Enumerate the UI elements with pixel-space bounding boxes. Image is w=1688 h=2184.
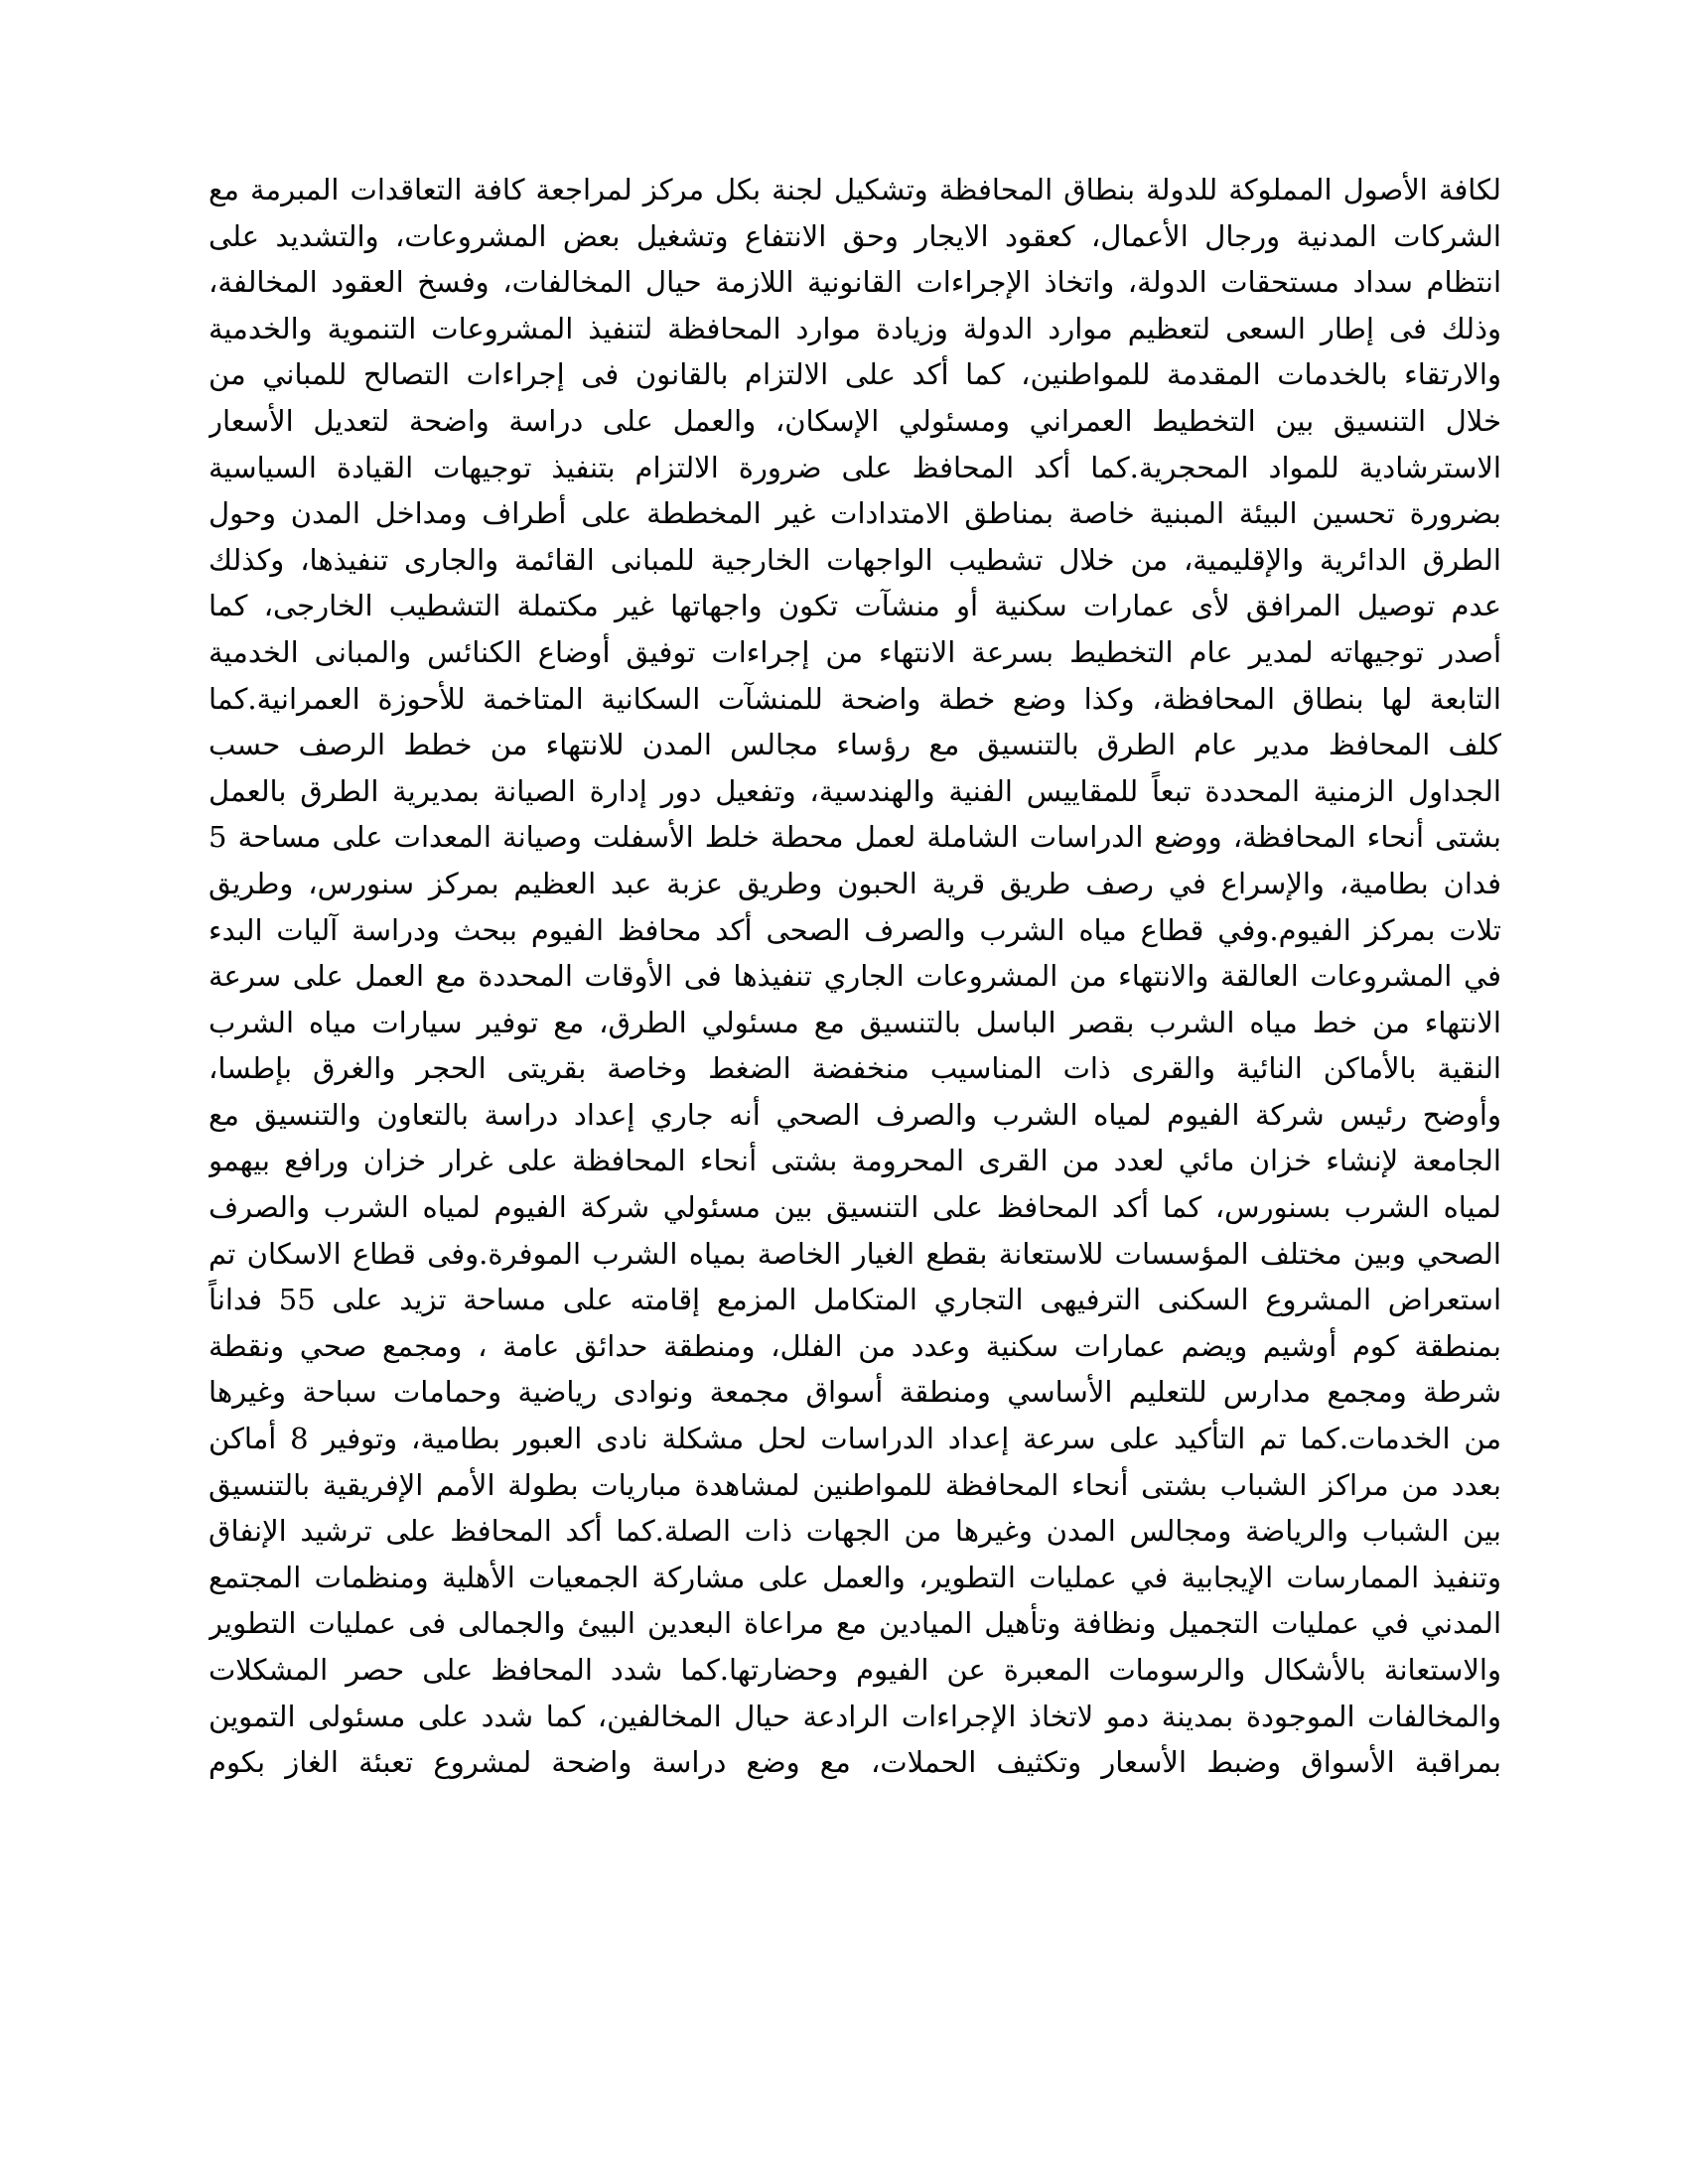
text-line: من الخدمات.كما تم التأكيد على سرعة إعداد الدراسات لحل مشكلة نادى العبور بطامية، وتوفير 8 أماكن bbox=[209, 1422, 1501, 1456]
text-line: لكافة الأصول المملوكة للدولة بنطاق المحافظة وتشكيل لجنة بكل مركز لمراجعة كافة التعاقدات المبرمة مع bbox=[209, 173, 1501, 206]
text-line: والاستعانة بالأشكال والرسومات المعبرة عن الفيوم وحضارتها.كما شدد المحافظ على حصر المشكلات bbox=[209, 1653, 1501, 1687]
text-line: النقية بالأماكن النائية والقرى ذات المناسيب منخفضة الضغط وخاصة بقريتى الحجر والغرق بإطسا، bbox=[209, 1051, 1501, 1086]
text-line: بين الشباب والرياضة ومجالس المدن وغيرها من الجهات ذات الصلة.كما أكد المحافظ على ترشيد الإنفاق bbox=[209, 1514, 1501, 1549]
text-line: الجداول الزمنية المحددة تبعاً للمقاييس الفنية والهندسية، وتفعيل دور إدارة الصيانة بمديرية الطرق بالعمل bbox=[209, 773, 1501, 808]
text-line: كلف المحافظ مدير عام الطرق بالتنسيق مع رؤساء مجالس المدن للانتهاء من خطط الرصف حسب bbox=[209, 728, 1501, 762]
text-line: بمراقبة الأسواق وضبط الأسعار وتكثيف الحملات، مع وضع دراسة واضحة لمشروع تعبئة الغاز بكوم bbox=[209, 1745, 1501, 1780]
text-line: فدان بطامية، والإسراع في رصف طريق قرية الحبون وطريق عزبة عبد العظيم بمركز سنورس، وطريق bbox=[209, 866, 1501, 900]
text-line: الطرق الدائرية والإقليمية، من خلال تشطيب الواجهات الخارجية للمبانى القائمة والجارى تنفيذها، وكذلك bbox=[209, 542, 1501, 577]
text-line: بعدد من مراكز الشباب بشتى أنحاء المحافظة للمواطنين لمشاهدة مباريات بطولة الأمم الإفريقية بالتنسيق bbox=[209, 1467, 1501, 1502]
text-line: الشركات المدنية ورجال الأعمال، كعقود الايجار وحق الانتفاع وتشغيل بعض المشروعات، والتشديد على bbox=[209, 218, 1501, 253]
text-line: وأوضح رئيس شركة الفيوم لمياه الشرب والصرف الصحي أنه جاري إعداد دراسة بالتعاون والتنسيق مع bbox=[209, 1097, 1501, 1132]
text-line: استعراض المشروع السكنى الترفيهى التجاري المتكامل المزمع إقامته على مساحة تزيد على 55 فداناً bbox=[209, 1283, 1501, 1317]
text-line: وتنفيذ الممارسات الإيجابية في عمليات التطوير، والعمل على مشاركة الجمعيات الأهلية ومنظمات المجتمع bbox=[209, 1560, 1501, 1594]
text-line: تلات بمركز الفيوم.وفي قطاع مياه الشرب والصرف الصحى أكد محافظ الفيوم ببحث ودراسة آليات البدء bbox=[209, 912, 1501, 947]
text-line: بضرورة تحسين البيئة المبنية خاصة بمناطق الامتدادات غير المخططة على أطراف ومداخل المدن وحول bbox=[209, 496, 1501, 531]
text-line: في المشروعات العالقة والانتهاء من المشروعات الجاري تنفيذها فى الأوقات المحددة مع العمل على سرعة bbox=[209, 959, 1501, 994]
text-line: عدم توصيل المرافق لأى عمارات سكنية أو منشآت تكون واجهاتها غير مكتملة التشطيب الخارجى، كما bbox=[209, 589, 1501, 623]
text-line: الصحي وبين مختلف المؤسسات للاستعانة بقطع الغيار الخاصة بمياه الشرب الموفرة.وفى قطاع الاسكان تم bbox=[209, 1236, 1501, 1271]
text-line: المدني في عمليات التجميل ونظافة وتأهيل الميادين مع مراعاة البعدين البيئ والجمالى فى عمليات التطوير bbox=[209, 1606, 1501, 1641]
text-line: الجامعة لإنشاء خزان مائي لعدد من القرى المحرومة بشتى أنحاء المحافظة على غرار خزان ورافع بيهمو bbox=[209, 1144, 1501, 1178]
text-line: بشتى أنحاء المحافظة، ووضع الدراسات الشاملة لعمل محطة خلط الأسفلت وصيانة المعدات على مساحة 5 bbox=[209, 820, 1501, 855]
text-line: لمياه الشرب بسنورس، كما أكد المحافظ على التنسيق بين مسئولي شركة الفيوم لمياه الشرب والصرف bbox=[209, 1190, 1501, 1225]
text-line: والمخالفات الموجودة بمدينة دمو لاتخاذ الإجراءات الرادعة حيال المخالفين، كما شدد على مسئولى التموين bbox=[209, 1699, 1501, 1733]
text-line: بمنطقة كوم أوشيم ويضم عمارات سكنية وعدد من الفلل، ومنطقة حدائق عامة ، ومجمع صحي ونقطة bbox=[209, 1328, 1501, 1363]
text-line: الانتهاء من خط مياه الشرب بقصر الباسل بالتنسيق مع مسئولي الطرق، مع توفير سيارات مياه الشرب bbox=[209, 1005, 1501, 1039]
text-line: خلال التنسيق بين التخطيط العمراني ومسئولي الإسكان، والعمل على دراسة واضحة لتعديل الأسعار bbox=[209, 403, 1501, 438]
text-line: وذلك فى إطار السعى لتعظيم موارد الدولة وزيادة موارد المحافظة لتنفيذ المشروعات التنموية والخدمية bbox=[209, 311, 1501, 345]
text-line: انتظام سداد مستحقات الدولة، واتخاذ الإجراءات القانونية اللازمة حيال المخالفات، وفسخ العقود المخالفة، bbox=[209, 265, 1501, 300]
text-line: شرطة ومجمع مدارس للتعليم الأساسي ومنطقة أسواق مجمعة ونوادى رياضية وحمامات سباحة وغيرها bbox=[209, 1375, 1501, 1410]
text-line: أصدر توجيهاته لمدير عام التخطيط بسرعة الانتهاء من إجراءات توفيق أوضاع الكنائس والمبانى الخدمية bbox=[209, 634, 1501, 669]
body-text bbox=[209, 167, 1501, 1786]
text-line: التابعة لها بنطاق المحافظة، وكذا وضع خطة واضحة للمنشآت السكانية المتاخمة للأحوزة العمرانية.كما bbox=[209, 681, 1501, 716]
text-line: الاسترشادية للمواد المحجرية.كما أكد المحافظ على ضرورة الالتزام بتنفيذ توجيهات القيادة السياسية bbox=[209, 450, 1501, 484]
text-line: والارتقاء بالخدمات المقدمة للمواطنين، كما أكد على الالتزام بالقانون فى إجراءات التصالح للمباني من bbox=[209, 357, 1501, 392]
